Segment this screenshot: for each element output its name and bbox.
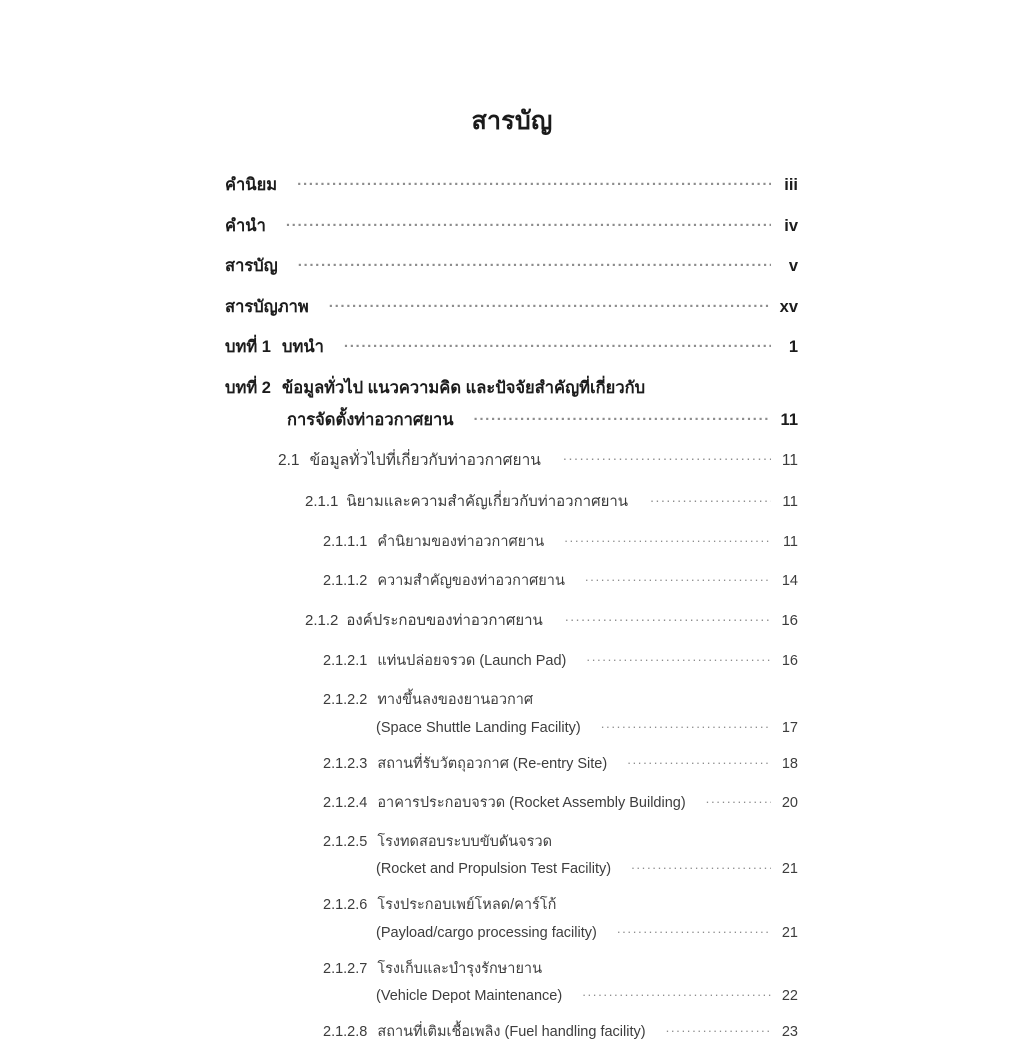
toc-entry-label: สารบัญ — [225, 257, 278, 275]
toc-entry-number: 2.1.2.3 — [323, 755, 368, 772]
toc-entry-label: แท่นปล่อยจรวด (Launch Pad) — [377, 653, 567, 669]
toc-entry-number: 2.1.2.8 — [323, 1024, 368, 1040]
dot-leader — [617, 922, 771, 937]
toc-entry-label: สารบัญภาพ — [225, 297, 309, 316]
toc-page-number: 11 — [780, 410, 798, 429]
toc-entry[interactable] — [305, 489, 798, 513]
toc-entry-label: บทนำ — [282, 338, 324, 356]
toc-entry[interactable] — [225, 172, 798, 198]
toc-entry[interactable] — [323, 569, 798, 592]
dot-leader — [586, 651, 771, 666]
toc-page-number: 11 — [782, 534, 798, 550]
toc-entry-label: นิยามและความสำคัญเกี่ยวกับท่าอวกาศยาน — [346, 493, 629, 510]
toc-entry-label: คำนิยามของท่าอวกาศยาน — [377, 534, 545, 550]
toc-page-number: v — [788, 257, 798, 275]
dot-leader — [706, 792, 771, 807]
toc-entry-label-cont: การจัดตั้งท่าอวกาศยาน — [287, 410, 454, 429]
toc-page-number: 18 — [781, 755, 798, 772]
toc-entry-label-cont: (Vehicle Depot Maintenance) — [376, 988, 563, 1004]
toc-entry[interactable] — [323, 649, 798, 672]
dot-leader — [298, 255, 771, 272]
toc-entry-line — [323, 893, 798, 916]
toc-entry[interactable] — [323, 791, 798, 814]
dot-leader — [585, 571, 771, 586]
toc-entry-label: ข้อมูลทั่วไปที่เกี่ยวกับท่าอวกาศยาน — [309, 452, 541, 469]
toc-page-number: iv — [784, 216, 798, 235]
toc-entry-label: อาคารประกอบจรวด (Rocket Assembly Building) — [377, 794, 686, 811]
toc-entry-list — [225, 172, 798, 1059]
toc-entry-label: คำนิยม — [225, 176, 278, 194]
toc-entry[interactable] — [225, 334, 798, 360]
toc-page-number: iii — [784, 176, 798, 194]
toc-entry-continuation — [323, 986, 798, 1005]
toc-page-number: 22 — [781, 988, 798, 1004]
toc-page-number: 23 — [781, 1024, 798, 1040]
toc-entry-label: องค์ประกอบของท่าอวกาศยาน — [346, 612, 543, 629]
toc-entry[interactable] — [225, 253, 798, 279]
toc-entry-line — [305, 489, 798, 513]
toc-entry-line — [323, 530, 798, 553]
toc-entry[interactable] — [225, 294, 798, 320]
toc-page-number: 11 — [782, 493, 798, 510]
toc-entry-number: บทที่ 1 — [225, 338, 271, 356]
dot-leader — [565, 610, 771, 625]
toc-entry-line — [305, 608, 798, 632]
toc-entry-label: โรงประกอบเพย์โหลด/คาร์โก้ — [377, 897, 557, 913]
toc-entry-label: โรงเก็บและบำรุงรักษายาน — [377, 960, 542, 977]
toc-page-number: xv — [779, 297, 798, 316]
toc-entry-line — [278, 447, 798, 472]
toc-entry-label: สถานที่รับวัตถุอวกาศ (Re-entry Site) — [377, 755, 608, 772]
dot-leader — [563, 450, 771, 466]
toc-entry-continuation — [225, 407, 798, 433]
toc-page-number: 11 — [781, 452, 798, 469]
toc-entry-line — [323, 830, 798, 853]
toc-entry[interactable] — [323, 957, 798, 1005]
toc-entry[interactable] — [323, 530, 798, 553]
toc-entry-number: 2.1.1.1 — [323, 534, 368, 550]
toc-page-number: 17 — [781, 719, 798, 736]
dot-leader — [297, 174, 771, 191]
dot-leader — [650, 491, 771, 506]
toc-page-number: 21 — [781, 861, 798, 877]
toc-entry-label-cont: (Space Shuttle Landing Facility) — [376, 719, 581, 736]
toc-page-number: 20 — [781, 794, 798, 811]
toc-entry-line — [225, 334, 798, 360]
toc-entry[interactable] — [323, 1020, 798, 1043]
toc-entry-number: 2.1.2.4 — [323, 794, 368, 811]
toc-entry-line — [225, 172, 798, 198]
toc-entry-continuation — [323, 859, 798, 878]
toc-entry-continuation — [323, 717, 798, 736]
dot-leader — [627, 753, 771, 768]
dot-leader — [329, 295, 771, 312]
dot-leader — [631, 859, 771, 874]
toc-entry-number: 2.1.2.2 — [323, 692, 368, 708]
toc-entry-line — [323, 649, 798, 672]
toc-entry-label: โรงทดสอบระบบขับดันจรวด — [377, 833, 553, 850]
dot-leader — [344, 336, 771, 353]
toc-entry-number: 2.1.2 — [305, 612, 339, 629]
page-title: สารบัญ — [471, 107, 553, 135]
toc-entry-number: 2.1.1 — [305, 493, 339, 510]
toc-entry-continuation — [323, 922, 798, 941]
toc-entry-label: ข้อมูลทั่วไป แนวความคิด และปัจจัยสำคัญที่เกี่ยวกับ — [282, 378, 646, 397]
toc-entry-label: คำนำ — [225, 216, 266, 235]
toc-page-number: 14 — [781, 573, 798, 589]
toc-entry-line — [225, 213, 798, 239]
toc-entry[interactable] — [225, 213, 798, 239]
toc-entry-label-cont: (Payload/cargo processing facility) — [376, 924, 597, 941]
toc-entry-line — [225, 253, 798, 279]
dot-leader — [286, 214, 771, 231]
toc-entry-line — [323, 791, 798, 814]
dot-leader — [474, 408, 771, 425]
toc-page-number: 16 — [781, 612, 798, 629]
toc-entry-line — [225, 375, 798, 401]
toc-entry[interactable] — [278, 447, 798, 472]
toc-entry-number: 2.1.2.6 — [323, 897, 368, 913]
toc-entry-number: 2.1.2.7 — [323, 960, 368, 977]
toc-entry[interactable] — [323, 752, 798, 775]
toc-entry-label: สถานที่เติมเชื้อเพลิง (Fuel handling facility) — [377, 1024, 646, 1040]
toc-entry[interactable] — [323, 830, 798, 878]
toc-entry[interactable] — [323, 688, 798, 736]
toc-entry-label-cont: (Rocket and Propulsion Test Facility) — [376, 861, 612, 877]
toc-entry-number: 2.1.1.2 — [323, 573, 368, 589]
toc-entry-line — [323, 1020, 798, 1043]
toc-entry-line — [323, 569, 798, 592]
toc-entry-label: ทางขึ้นลงของยานอวกาศ — [377, 692, 534, 708]
toc-entry-line — [225, 294, 798, 320]
toc-page-number: 16 — [781, 653, 798, 669]
toc-entry[interactable] — [225, 375, 798, 433]
toc-entry-label: ความสำคัญของท่าอวกาศยาน — [377, 573, 565, 589]
toc-page-number: 21 — [781, 924, 798, 941]
toc-entry[interactable] — [323, 893, 798, 941]
toc-entry[interactable] — [305, 608, 798, 632]
dot-leader — [601, 717, 771, 732]
toc-entry-number: 2.1.2.5 — [323, 833, 368, 850]
toc-entry-number: บทที่ 2 — [225, 378, 271, 397]
toc-entry-number: 2.1.2.1 — [323, 653, 368, 669]
toc-page-number: 1 — [788, 338, 798, 356]
toc-entry-number: 2.1 — [278, 452, 300, 469]
toc-entry-line — [323, 957, 798, 980]
toc-entry-line — [323, 752, 798, 775]
dot-leader — [564, 532, 771, 547]
dot-leader — [582, 986, 771, 1001]
toc-entry-line — [323, 688, 798, 711]
